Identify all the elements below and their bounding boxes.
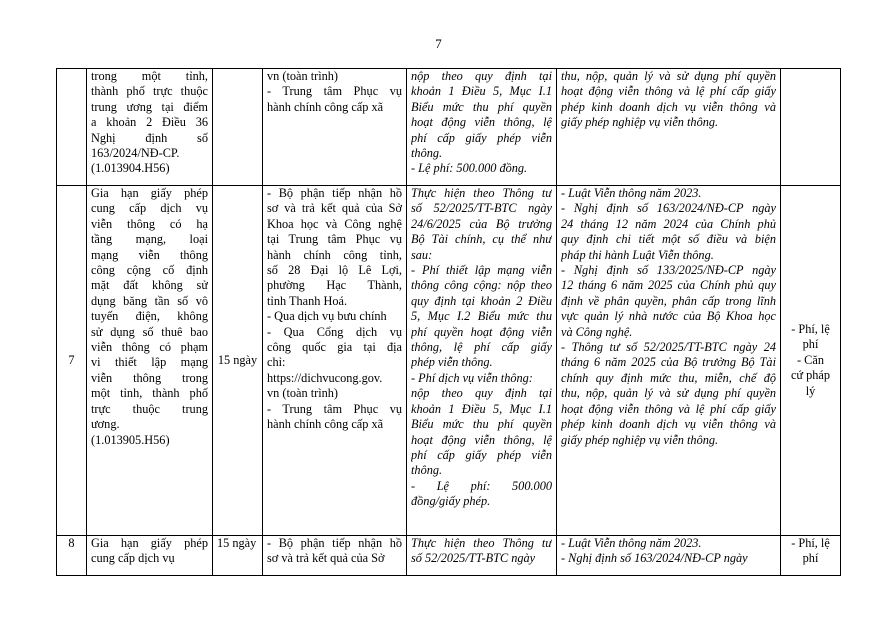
text-line: thông.: [411, 463, 443, 478]
text-line: công quốc gia tại địa: [267, 340, 402, 355]
text-line: sau:: [411, 247, 433, 262]
cell-legal-basis: [557, 69, 781, 186]
text-line: chỉ:: [267, 355, 286, 370]
text-line: sử dụng số thuê bao: [91, 324, 208, 339]
text-line: Khoa học và Công nghệ: [267, 216, 402, 231]
text-line: đồng/giấy phép.: [411, 494, 491, 509]
text-line: - Nghị định số 163/2024/NĐ-CP ngày: [561, 201, 776, 216]
cell-number: [57, 536, 87, 576]
text-line: thu, nộp, quản lý và sử dụng phí quyền: [561, 69, 776, 83]
text-line: trong một tỉnh,: [91, 69, 208, 83]
text-line: viễn thông có phạm: [91, 340, 208, 355]
cell-processing-time: [213, 69, 263, 186]
text-line: phí quyền hoạt động viễn: [411, 324, 552, 339]
text-line: số 52/2025/TT-BTC ngày: [411, 551, 536, 566]
text-line: cứ pháp: [790, 368, 831, 383]
text-line: mạng viễn thông: [91, 247, 208, 262]
text-line: Biểu mức thu phí quyền: [411, 417, 552, 432]
text-line: thông, lệ phí cấp giấy: [411, 340, 552, 355]
text-line: sơ và trả kết quả của Sở: [267, 201, 402, 216]
table-row: [57, 536, 841, 576]
text-line: - Trung tâm Phục vụ: [267, 401, 402, 416]
text-line: vn (toàn trình): [267, 69, 339, 83]
text-line: - Nghị định số 133/2025/NĐ-CP ngày: [561, 263, 776, 278]
text-line: cung cấp dịch vụ: [91, 551, 175, 566]
text-line: Gia hạn giấy phép: [91, 536, 208, 550]
text-line: - Qua Cổng dịch vụ: [267, 324, 402, 339]
cell-notes: [781, 536, 841, 576]
text-line: - Phí dịch vụ viễn thông:: [411, 370, 533, 385]
cell-procedure-name: [87, 69, 213, 186]
text-line: 5, Mục I.2 Biểu mức thu: [411, 309, 552, 324]
text-line: - Bộ phận tiếp nhận hồ: [267, 186, 402, 200]
text-line: hoạt động viễn thông, lệ: [411, 432, 552, 447]
text-line: trực thuộc trung: [91, 401, 208, 416]
text-line: hoạt động viễn thông và lệ phí cấp giấy: [561, 84, 776, 99]
text-line: phép viễn thông.: [411, 355, 493, 370]
text-line: Nghị định số: [91, 130, 208, 145]
text-line: chính quy định mức thu, miễn, chế độ: [561, 370, 776, 385]
text-line: nộp theo quy định tại: [411, 386, 552, 401]
text-line: - Phí, lệ: [791, 536, 830, 550]
cell-legal-basis: [557, 536, 781, 576]
text-line: vực quản lý nhà nước của Bộ Khoa học: [561, 309, 776, 324]
text-line: giấy phép nghiệp vụ viễn thông.: [561, 115, 719, 130]
cell-number-text: 7: [68, 352, 75, 367]
text-line: - Phí thiết lập mạng viễn: [411, 263, 552, 278]
text-line: a khoản 2 Điều 36: [91, 115, 208, 130]
text-line: phí: [802, 337, 819, 352]
cell-submission-place: [263, 69, 407, 186]
text-line: tại Trung tâm Phục vụ: [267, 232, 402, 247]
text-line: hoạt động viễn thông và lệ phí cấp giấy: [561, 401, 776, 416]
cell-submission-place: [263, 186, 407, 536]
text-line: - Nghị định số 163/2024/NĐ-CP ngày: [561, 551, 748, 566]
text-line: - Bộ phận tiếp nhận hồ: [267, 536, 402, 550]
text-line: hành chính công tỉnh,: [267, 247, 402, 262]
text-line: và Công nghệ.: [561, 324, 633, 339]
text-line: hành chính công cấp xã: [267, 99, 384, 114]
text-line: Biểu mức thu phí quyền: [411, 99, 552, 114]
text-line: khoản 1 Điều 5, Mục I.1: [411, 401, 552, 416]
cell-notes: [781, 69, 841, 186]
text-line: - Lệ phí: 500.000 đồng.: [411, 161, 528, 176]
text-line: vi thiết lập mạng: [91, 355, 208, 370]
text-line: 12 tháng 6 năm 2025 của Chính phủ quy: [561, 278, 776, 293]
text-line: pháp thi hành Luật Viễn thông.: [561, 247, 714, 262]
text-line: thông.: [411, 146, 443, 161]
text-line: hoạt động viễn thông, lệ: [411, 115, 552, 130]
cell-fees: [407, 186, 557, 536]
text-line: mặt đất không sử: [91, 278, 208, 293]
text-line: viễn thông có hạ: [91, 216, 208, 231]
cell-procedure-name: [87, 186, 213, 536]
text-line: tuyến điện, không: [91, 309, 208, 324]
text-line: dụng băng tần số vô: [91, 293, 208, 308]
text-line: viễn thông trong: [91, 370, 208, 385]
text-line: https://dichvucong.gov.: [267, 370, 383, 385]
text-line: phường Hạc Thành,: [267, 278, 402, 293]
text-line: quy định tại khoản 2 Điều: [411, 293, 552, 308]
text-line: (1.013904.H56): [91, 161, 170, 176]
text-line: số 52/2025/TT-BTC ngày: [411, 201, 552, 216]
text-line: - Lệ phí: 500.000: [411, 478, 552, 493]
text-line: khoản 1 Điều 5, Mục I.1: [411, 84, 552, 99]
text-line: - Trung tâm Phục vụ: [267, 84, 402, 99]
text-line: hành chính công cấp xã: [267, 417, 384, 432]
cell-fees: [407, 536, 557, 576]
text-line: (1.013905.H56): [91, 432, 170, 447]
text-line: phí cấp giấy phép viễn: [411, 130, 552, 145]
cell-processing-time-text: 15 ngày: [217, 536, 257, 550]
text-line: vn (toàn trình): [267, 386, 339, 401]
text-line: thông công cộng: nộp theo: [411, 278, 552, 293]
text-line: - Thông tư số 52/2025/TT-BTC ngày 24: [561, 340, 776, 355]
text-line: số 28 Đại lộ Lê Lợi,: [267, 263, 402, 278]
cell-fees: [407, 69, 557, 186]
cell-submission-place: [263, 536, 407, 576]
text-line: Bộ Tài chính, cụ thể như: [411, 232, 552, 247]
text-line: - Phí, lệ: [791, 321, 830, 336]
text-line: tháng 6 năm 2025 của Bộ trưởng Bộ Tài: [561, 355, 776, 370]
table-row: [57, 186, 841, 536]
cell-processing-time-text: 15 ngày: [217, 352, 258, 367]
text-line: ương.: [91, 417, 120, 432]
cell-number: [57, 186, 87, 536]
page-number: 7: [435, 36, 442, 51]
text-line: phép kinh doanh dịch vụ viễn thông và: [561, 99, 776, 114]
text-line: - Luật Viễn thông năm 2023.: [561, 186, 702, 200]
text-line: - Luật Viễn thông năm 2023.: [561, 536, 702, 550]
text-line: thu, nộp, quản lý và sử dụng phí quyền: [561, 386, 776, 401]
text-line: - Qua dịch vụ bưu chính: [267, 309, 387, 324]
text-line: giấy phép nghiệp vụ viễn thông.: [561, 432, 719, 447]
text-line: cung cấp dịch vụ: [91, 201, 208, 216]
text-line: định về phân quyền, phân cấp trong lĩnh: [561, 293, 776, 308]
cell-notes: [781, 186, 841, 536]
text-line: một tỉnh, thành phố: [91, 386, 208, 401]
cell-number-text: 8: [68, 536, 75, 550]
text-line: trung ương tại điểm: [91, 99, 208, 114]
text-line: 163/2024/NĐ-CP.: [91, 146, 180, 161]
table-row: [57, 69, 841, 186]
text-line: công cộng cố định: [91, 263, 208, 278]
text-line: phép kinh doanh dịch vụ viễn thông và: [561, 417, 776, 432]
cell-processing-time: [213, 186, 263, 536]
text-line: Gia hạn giấy phép: [91, 186, 208, 200]
text-line: phí cấp giấy phép viễn: [411, 447, 552, 462]
procedure-table: [56, 68, 841, 576]
text-line: sơ và trả kết quả của Sở: [267, 551, 385, 566]
text-line: tầng mạng, loại: [91, 232, 208, 247]
text-line: thành phố trực thuộc: [91, 84, 208, 99]
text-line: phí: [802, 551, 819, 566]
text-line: lý: [805, 383, 816, 398]
text-line: Thực hiện theo Thông tư: [411, 186, 552, 200]
text-line: quy định chi tiết một số điều và biện: [561, 232, 776, 247]
text-line: 24/6/2025 của Bộ trưởng: [411, 216, 552, 231]
text-line: tỉnh Thanh Hoá.: [267, 293, 348, 308]
cell-number: [57, 69, 87, 186]
text-line: 24 tháng 12 năm 2024 của Chính phủ: [561, 216, 776, 231]
cell-processing-time: [213, 536, 263, 576]
cell-procedure-name: [87, 536, 213, 576]
text-line: nộp theo quy định tại: [411, 69, 552, 83]
text-line: Thực hiện theo Thông tư: [411, 536, 552, 550]
cell-legal-basis: [557, 186, 781, 536]
text-line: - Căn: [797, 352, 824, 367]
